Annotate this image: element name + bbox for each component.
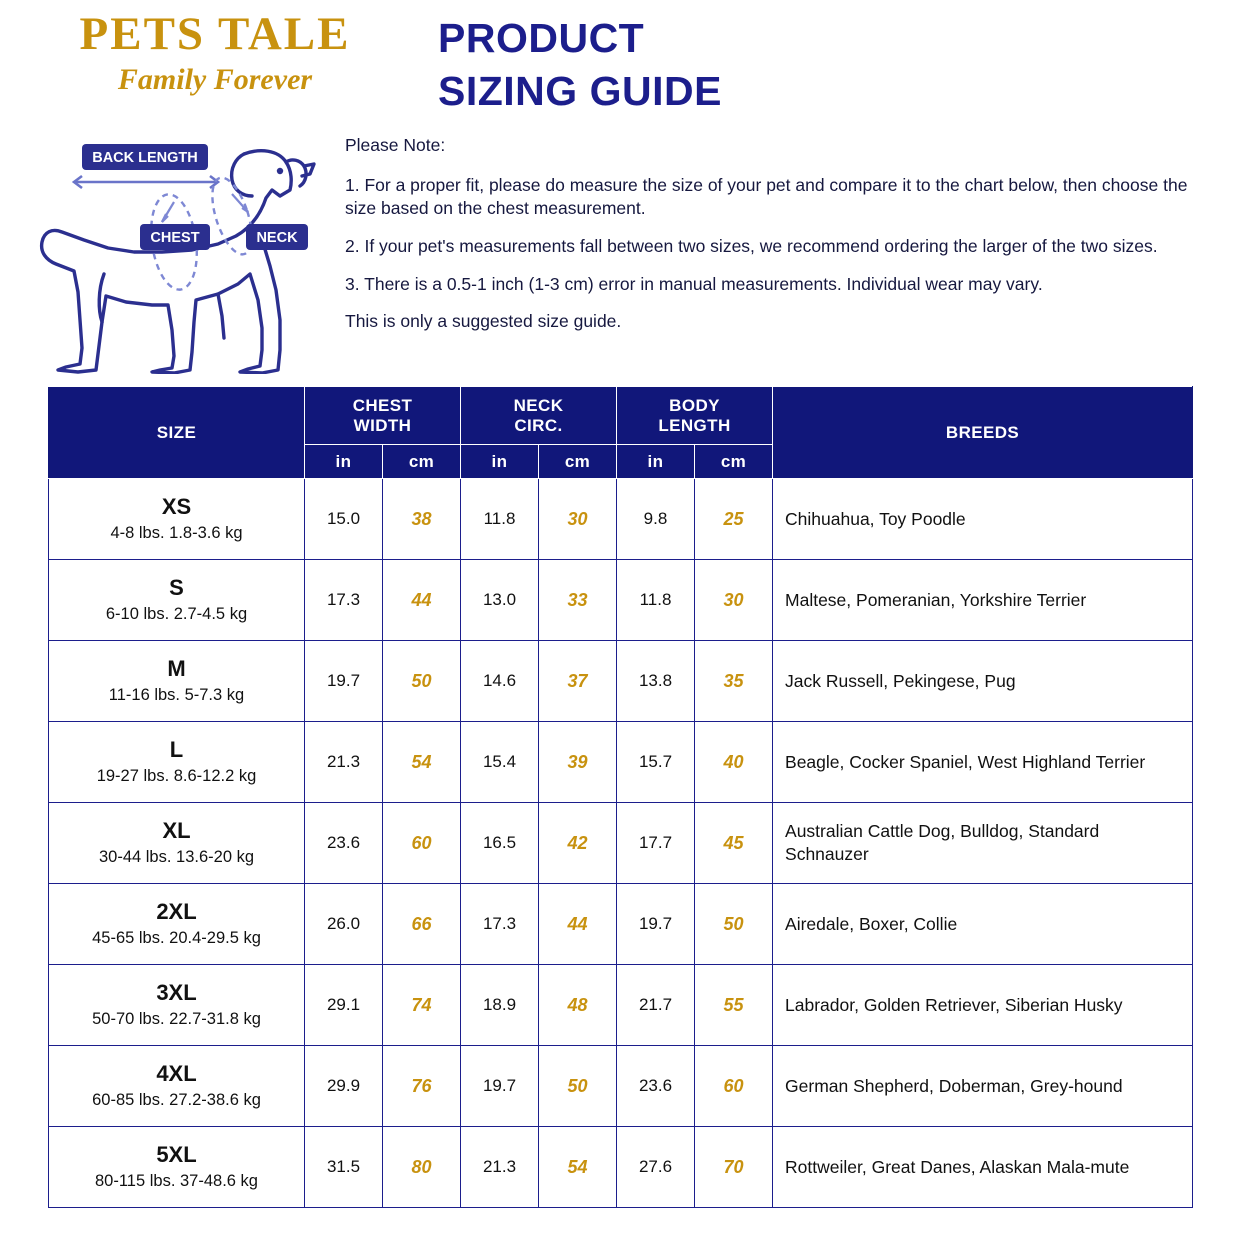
size-weight: 19-27 lbs. 8.6-12.2 kg — [96, 766, 257, 785]
cell-body-cm: 60 — [695, 1046, 773, 1127]
cell-body-in: 11.8 — [617, 560, 695, 641]
cell-body-in: 9.8 — [617, 479, 695, 560]
cell-chest-in: 26.0 — [305, 884, 383, 965]
cell-breeds: Rottweiler, Great Danes, Alaskan Mala-mute — [773, 1127, 1193, 1208]
cell-chest-cm: 76 — [383, 1046, 461, 1127]
cell-size — [49, 803, 305, 884]
cell-body-in: 13.8 — [617, 641, 695, 722]
size-label: 5XL — [156, 1142, 197, 1168]
cell-body-in: 19.7 — [617, 884, 695, 965]
cell-neck-cm: 30 — [539, 479, 617, 560]
page-title-line2: SIZING GUIDE — [438, 68, 722, 115]
dog-outline-icon — [22, 124, 322, 374]
page-title — [430, 8, 1240, 119]
col-header-chest-in: in — [305, 445, 383, 479]
cell-body-in: 23.6 — [617, 1046, 695, 1127]
cell-body-cm: 50 — [695, 884, 773, 965]
cell-body-cm: 25 — [695, 479, 773, 560]
col-header-chest — [305, 387, 461, 445]
cell-neck-in: 19.7 — [461, 1046, 539, 1127]
cell-chest-cm: 74 — [383, 965, 461, 1046]
size-weight: 50-70 lbs. 22.7-31.8 kg — [92, 1009, 261, 1028]
cell-chest-cm: 50 — [383, 641, 461, 722]
table-row — [49, 560, 1193, 641]
dog-measurement-diagram — [0, 124, 345, 374]
cell-body-in: 17.7 — [617, 803, 695, 884]
brand-logo — [0, 8, 430, 97]
cell-neck-cm: 42 — [539, 803, 617, 884]
cell-body-cm: 70 — [695, 1127, 773, 1208]
cell-neck-in: 13.0 — [461, 560, 539, 641]
svg-text:NECK: NECK — [256, 230, 298, 246]
cell-size — [49, 722, 305, 803]
col-header-body-cm: cm — [695, 445, 773, 479]
size-label: 3XL — [156, 980, 197, 1006]
cell-chest-cm: 60 — [383, 803, 461, 884]
note-item-1: 1. For a proper fit, please do measure the size of your pet and compare it to the chart below, then choose the size based on the chest measurement. — [345, 174, 1188, 219]
size-label: 2XL — [156, 899, 197, 925]
cell-neck-in: 18.9 — [461, 965, 539, 1046]
cell-neck-cm: 44 — [539, 884, 617, 965]
cell-size — [49, 560, 305, 641]
cell-breeds: Airedale, Boxer, Collie — [773, 884, 1193, 965]
size-label: S — [169, 575, 184, 601]
page-title-line1: PRODUCT — [438, 15, 645, 61]
table-row — [49, 479, 1193, 560]
size-chart-container — [0, 386, 1240, 1208]
col-header-breeds: BREEDS — [773, 387, 1193, 479]
table-row — [49, 1046, 1193, 1127]
cell-breeds: Beagle, Cocker Spaniel, West Highland Terrier — [773, 722, 1193, 803]
notes-heading: Please Note: — [345, 135, 446, 155]
cell-neck-cm: 54 — [539, 1127, 617, 1208]
col-header-chest-cm: cm — [383, 445, 461, 479]
size-weight: 45-65 lbs. 20.4-29.5 kg — [92, 928, 261, 947]
size-label: L — [169, 737, 184, 763]
col-header-neck — [461, 387, 617, 445]
cell-neck-cm: 39 — [539, 722, 617, 803]
cell-neck-cm: 33 — [539, 560, 617, 641]
col-header-neck-l1: NECK — [513, 396, 564, 416]
svg-text:BACK LENGTH: BACK LENGTH — [92, 150, 198, 166]
cell-neck-cm: 50 — [539, 1046, 617, 1127]
size-weight: 80-115 lbs. 37-48.6 kg — [95, 1171, 258, 1190]
cell-chest-in: 19.7 — [305, 641, 383, 722]
cell-size — [49, 1127, 305, 1208]
cell-body-in: 21.7 — [617, 965, 695, 1046]
cell-body-in: 27.6 — [617, 1127, 695, 1208]
notes-block — [345, 124, 1240, 348]
note-item-2: 2. If your pet's measurements fall between two sizes, we recommend ordering the larger of the two sizes. — [345, 235, 1158, 256]
table-header-row-1 — [49, 387, 1193, 445]
col-header-body-l2: LENGTH — [658, 415, 731, 435]
cell-chest-in: 29.9 — [305, 1046, 383, 1127]
size-weight: 30-44 lbs. 13.6-20 kg — [98, 847, 255, 866]
col-header-body-in: in — [617, 445, 695, 479]
cell-chest-cm: 38 — [383, 479, 461, 560]
cell-body-cm: 40 — [695, 722, 773, 803]
col-header-body-l1: BODY — [669, 396, 720, 416]
col-header-neck-cm: cm — [539, 445, 617, 479]
col-header-chest-l1: CHEST — [352, 396, 413, 416]
cell-breeds: Chihuahua, Toy Poodle — [773, 479, 1193, 560]
cell-chest-cm: 54 — [383, 722, 461, 803]
cell-neck-in: 14.6 — [461, 641, 539, 722]
cell-chest-cm: 44 — [383, 560, 461, 641]
brand-tagline: Family Forever — [117, 63, 313, 97]
cell-body-cm: 45 — [695, 803, 773, 884]
table-row — [49, 884, 1193, 965]
cell-size — [49, 1046, 305, 1127]
cell-neck-cm: 48 — [539, 965, 617, 1046]
cell-chest-in: 17.3 — [305, 560, 383, 641]
cell-breeds: Labrador, Golden Retriever, Siberian Husky — [773, 965, 1193, 1046]
cell-chest-in: 29.1 — [305, 965, 383, 1046]
cell-chest-in: 31.5 — [305, 1127, 383, 1208]
table-row — [49, 1127, 1193, 1208]
measurement-section — [0, 118, 1240, 386]
cell-neck-in: 21.3 — [461, 1127, 539, 1208]
cell-chest-in: 21.3 — [305, 722, 383, 803]
cell-size — [49, 965, 305, 1046]
cell-size — [49, 641, 305, 722]
size-weight: 4-8 lbs. 1.8-3.6 kg — [110, 523, 243, 542]
cell-neck-in: 16.5 — [461, 803, 539, 884]
cell-neck-in: 15.4 — [461, 722, 539, 803]
size-label: M — [167, 656, 186, 682]
col-header-size: SIZE — [49, 387, 305, 479]
brand-name: PETS TALE — [79, 8, 351, 60]
note-item-3: 3. There is a 0.5-1 inch (1-3 cm) error in manual measurements. Individual wear may vary. — [345, 273, 1043, 294]
cell-size — [49, 884, 305, 965]
cell-neck-in: 17.3 — [461, 884, 539, 965]
cell-breeds: Maltese, Pomeranian, Yorkshire Terrier — [773, 560, 1193, 641]
col-header-body — [617, 387, 773, 445]
table-body — [49, 479, 1193, 1208]
size-weight: 11-16 lbs. 5-7.3 kg — [108, 685, 245, 704]
table-row — [49, 803, 1193, 884]
col-header-neck-in: in — [461, 445, 539, 479]
cell-chest-cm: 66 — [383, 884, 461, 965]
size-weight: 6-10 lbs. 2.7-4.5 kg — [105, 604, 248, 623]
cell-chest-in: 15.0 — [305, 479, 383, 560]
cell-neck-cm: 37 — [539, 641, 617, 722]
cell-size — [49, 479, 305, 560]
cell-chest-cm: 80 — [383, 1127, 461, 1208]
svg-text:CHEST: CHEST — [150, 230, 200, 246]
cell-body-cm: 35 — [695, 641, 773, 722]
col-header-chest-l2: WIDTH — [353, 415, 412, 435]
size-label: 4XL — [156, 1061, 197, 1087]
cell-chest-in: 23.6 — [305, 803, 383, 884]
table-row — [49, 722, 1193, 803]
col-header-neck-l2: CIRC. — [514, 415, 563, 435]
cell-body-cm: 55 — [695, 965, 773, 1046]
page-header — [0, 0, 1240, 118]
cell-breeds: Australian Cattle Dog, Bulldog, Standard Schnauzer — [773, 803, 1193, 884]
table-head — [49, 387, 1193, 479]
cell-neck-in: 11.8 — [461, 479, 539, 560]
cell-breeds: German Shepherd, Doberman, Grey-hound — [773, 1046, 1193, 1127]
table-row — [49, 641, 1193, 722]
size-weight: 60-85 lbs. 27.2-38.6 kg — [92, 1090, 261, 1109]
cell-body-in: 15.7 — [617, 722, 695, 803]
cell-body-cm: 30 — [695, 560, 773, 641]
note-item-4: This is only a suggested size guide. — [345, 311, 622, 332]
size-chart-table — [48, 386, 1193, 1208]
table-row — [49, 965, 1193, 1046]
size-label: XL — [162, 818, 191, 844]
cell-breeds: Jack Russell, Pekingese, Pug — [773, 641, 1193, 722]
size-label: XS — [161, 494, 192, 520]
